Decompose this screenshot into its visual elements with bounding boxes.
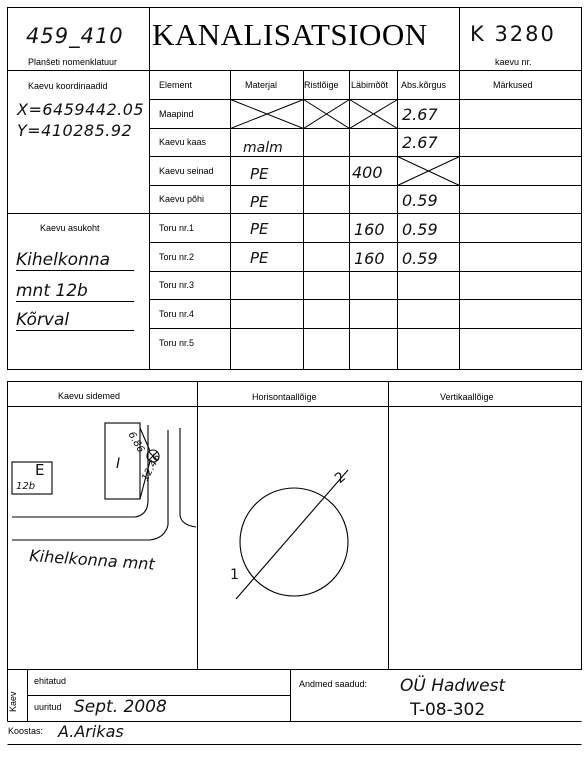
table-row-height: 2.67: [402, 133, 438, 152]
data-source-value-2: T-08-302: [410, 700, 486, 720]
table-row-element: Toru nr.1: [159, 223, 195, 233]
horizontal-section-label: Horisontaallõige: [252, 392, 317, 402]
table-row-material: PE: [250, 220, 269, 238]
surveyed-value: Sept. 2008: [74, 697, 167, 717]
location-line-3: Kõrval: [16, 310, 134, 331]
author-label: Koostas:: [8, 726, 44, 736]
table-row-material: PE: [250, 165, 269, 183]
location-line-1: Kihelkonna: [16, 250, 134, 271]
table-row-material: PE: [250, 249, 269, 267]
surveyed-label: uuritud: [34, 702, 62, 712]
manhole-section-circle: [240, 488, 348, 596]
ties-label: Kaevu sidemed: [58, 391, 121, 401]
sheet-label: Planšeti nomenklatuur: [28, 57, 118, 67]
location-label: Kaevu asukoht: [40, 223, 100, 233]
author-value: A.Arikas: [58, 722, 124, 741]
coordinates-label: Kaevu koordinaadid: [28, 81, 108, 91]
manhole-number: K 3280: [470, 22, 556, 46]
location-line-2: mnt 12b: [16, 281, 134, 302]
pipe-label-1: 1: [230, 567, 239, 583]
table-row-element: Kaevu seinad: [159, 166, 214, 176]
table-row-height: 2.67: [402, 105, 438, 124]
pipe-axis-line: [236, 470, 348, 599]
table-row-diameter: 160: [354, 249, 385, 268]
col-header-notes: Märkused: [493, 80, 533, 90]
col-header-material: Materjal: [245, 80, 278, 90]
col-header-element: Element: [159, 80, 193, 90]
data-source-value-1: OÜ Hadwest: [400, 676, 506, 696]
table-row-element: Toru nr.2: [159, 252, 195, 262]
table-row-height: 0.59: [402, 220, 438, 239]
sketch-dimension-2: 12.46: [140, 452, 164, 484]
table-row-element: Maapind: [159, 109, 194, 119]
table-row-material: malm: [243, 140, 283, 156]
sketch-building-e-number: 12b: [16, 481, 36, 492]
coordinate-x: X=6459442.05: [17, 100, 145, 119]
table-row-height: 0.59: [402, 249, 438, 268]
col-header-diameter: Läbimõõt: [351, 80, 389, 90]
table-row-element: Toru nr.4: [159, 309, 195, 319]
sketch-building-i: I: [116, 456, 121, 472]
manhole-number-label: kaevu nr.: [495, 57, 532, 67]
sketch-street-name: Kihelkonna mnt: [28, 546, 156, 574]
sketch-building-e: E: [35, 461, 45, 479]
table-row-element: Kaevu põhi: [159, 194, 205, 204]
table-row-material: PE: [250, 193, 269, 211]
col-header-section: Ristlõige: [304, 80, 339, 90]
table-row-element: Toru nr.3: [159, 280, 195, 290]
vertical-section-label: Vertikaallõige: [440, 392, 494, 402]
road-edge-right: [180, 428, 196, 527]
well-label: Kaev: [8, 691, 18, 712]
table-row-element: Kaevu kaas: [159, 137, 207, 147]
page-title: KANALISATSIOON: [152, 17, 428, 52]
sheet-number: 459_410: [26, 24, 124, 48]
col-header-height: Abs.kõrgus: [401, 80, 447, 90]
sketch-dimension-1: 6.86: [125, 430, 147, 455]
table-row-element: Toru nr.5: [159, 338, 195, 348]
data-source-label: Andmed saadud:: [299, 679, 368, 689]
table-row-diameter: 160: [354, 220, 385, 239]
built-label: ehitatud: [34, 676, 67, 686]
coordinate-y: Y=410285.92: [17, 121, 133, 140]
table-row-height: 0.59: [402, 191, 438, 210]
table-row-diameter: 400: [352, 163, 383, 182]
pipe-label-2: 2: [331, 469, 350, 487]
